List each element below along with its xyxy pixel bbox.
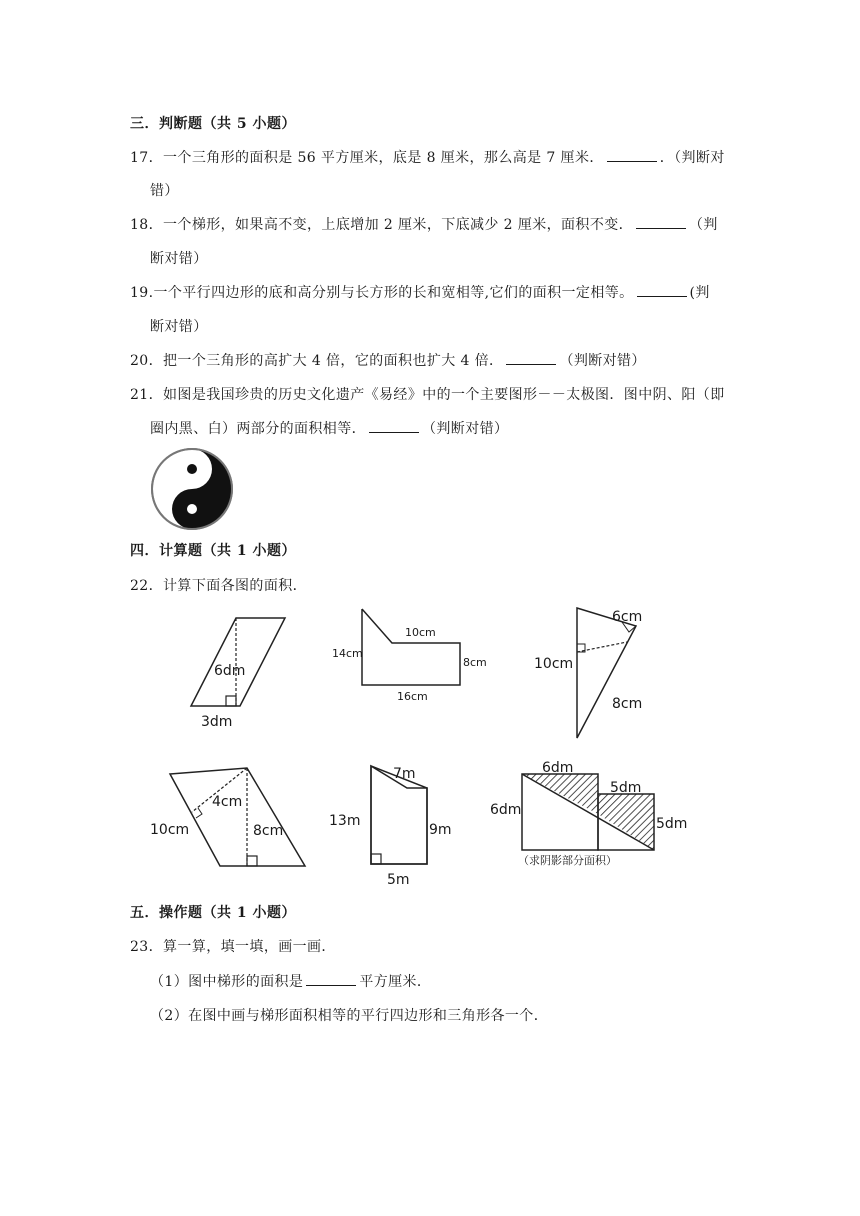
answer-blank-19[interactable]: [637, 284, 687, 297]
question-18-text: 18．一个梯形，如果高不变，上底增加 2 厘米，下底减少 2 厘米，面积不变．: [130, 217, 634, 233]
answer-blank-23[interactable]: [306, 973, 356, 986]
figure-composite-2: [330, 605, 490, 705]
question-20-line1: [130, 350, 646, 370]
section-title-calculation: 四．计算题（共 1 小题）: [130, 543, 296, 559]
question-21-suffix: （判断对错）: [422, 421, 509, 437]
figure-6-top-a-label: 6dm: [542, 760, 574, 776]
section-title-judgement: 三．判断题（共 5 小题）: [130, 116, 296, 132]
question-18-line1: [130, 214, 718, 234]
figure-shaded-squares-6: [488, 758, 698, 870]
figure-triangle-3: [530, 600, 660, 745]
figure-parallelogram-4: [150, 762, 310, 874]
figure-1-base-label: 3dm: [201, 714, 233, 730]
figure-5-left-label: 13m: [329, 813, 361, 829]
figure-2-left-label: 14cm: [332, 647, 363, 660]
question-21-line1: 21．如图是我国珍贵的历史文化遗产《易经》中的一个主要图形－－太极图．图中阴、阳（即: [130, 387, 725, 403]
figure-trapezoid-5: [325, 758, 465, 888]
figure-3-hyp-label: 10cm: [534, 656, 574, 672]
figure-2-top-label: 10cm: [405, 626, 436, 639]
taiji-symbol: [150, 447, 234, 531]
question-19-text: 19.一个平行四边形的底和高分别与长方形的长和宽相等,它们的面积一定相等。: [130, 285, 634, 301]
figure-5-bottom-label: 5m: [387, 872, 410, 888]
question-20-suffix: （判断对错）: [559, 353, 646, 369]
question-20-text: 20．把一个三角形的高扩大 4 倍，它的面积也扩大 4 倍．: [130, 353, 504, 369]
figure-1-height-label: 6dm: [214, 663, 246, 679]
question-18-suffix: （判: [689, 217, 718, 233]
figure-6-right-label: 5dm: [656, 816, 688, 832]
question-17-text: 17．一个三角形的面积是 56 平方厘米，底是 8 厘米，那么高是 7 厘米．: [130, 150, 604, 166]
question-21-text: 圈内黑、白）两部分的面积相等．: [150, 421, 366, 437]
figure-6-top-b-label: 5dm: [610, 780, 642, 796]
figure-2-bottom-label: 16cm: [397, 690, 428, 703]
figure-parallelogram-1: [185, 612, 295, 732]
question-18-line2: 断对错）: [150, 251, 208, 267]
answer-blank-20[interactable]: [506, 352, 556, 365]
figure-2-right-label: 8cm: [463, 656, 487, 669]
question-21-line2: [150, 418, 508, 438]
answer-blank-17[interactable]: [607, 149, 657, 162]
question-17-line1: [130, 147, 725, 167]
question-17-line2: 错）: [150, 183, 179, 199]
figure-4-height-b-label: 8cm: [253, 823, 284, 839]
figure-3-side-a-label: 6cm: [612, 609, 643, 625]
question-23-part1: [150, 971, 431, 991]
question-22: 22．计算下面各图的面积．: [130, 578, 308, 594]
question-23-part1-text: （1）图中梯形的面积是: [150, 974, 304, 990]
answer-blank-21[interactable]: [369, 420, 419, 433]
question-19-suffix: (判: [689, 285, 710, 301]
figure-4-height-a-label: 4cm: [212, 794, 243, 810]
question-19-line2: 断对错）: [150, 319, 208, 335]
figure-5-top-label: 7m: [393, 766, 416, 782]
figure-4-side-label: 10cm: [150, 822, 190, 838]
question-19-line1: [130, 282, 710, 302]
question-23-part1-unit: 平方厘米．: [359, 974, 432, 990]
answer-blank-18[interactable]: [636, 216, 686, 229]
section-title-operation: 五．操作题（共 1 小题）: [130, 905, 296, 921]
question-23-part2: （2）在图中画与梯形面积相等的平行四边形和三角形各一个．: [150, 1008, 549, 1024]
figure-6-left-label: 6dm: [490, 802, 522, 818]
figure-3-side-b-label: 8cm: [612, 696, 643, 712]
figure-6-caption: （求阴影部分面积）: [518, 854, 617, 867]
figure-5-right-label: 9m: [429, 822, 452, 838]
question-23: 23．算一算，填一填，画一画．: [130, 939, 336, 955]
question-17-suffix: ．（判断对: [659, 150, 725, 166]
